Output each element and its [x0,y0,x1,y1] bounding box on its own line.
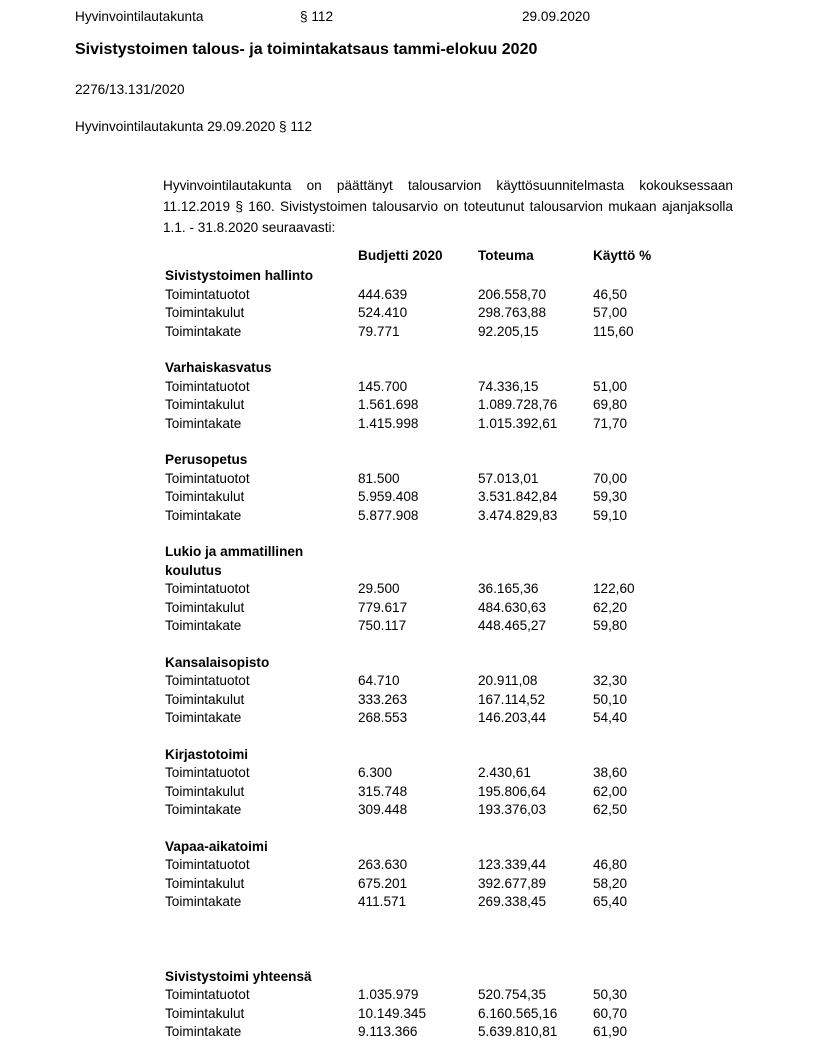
table-row [165,783,816,802]
row-label: Toimintakate [165,415,242,431]
usage-percent: 115,60 [593,323,634,339]
table-row [165,764,816,783]
table-section [165,654,816,728]
budget-value: 64.710 [358,673,400,688]
actual-value: 123.339,44 [478,857,547,872]
table-row [165,580,816,599]
budget-value: 1.035.979 [358,987,419,1002]
usage-percent: 46,80 [593,857,628,872]
table-header-row [165,247,816,266]
row-label: Toimintatuotot [165,581,250,596]
row-label: Toimintakulut [165,599,245,615]
row-label: Toimintatuotot [165,286,250,302]
table-row [165,672,816,691]
table-row [165,286,816,305]
document-header [75,0,816,27]
budget-value: 675.201 [358,875,408,891]
actual-value: 2.430,61 [478,765,531,780]
table-row [165,599,816,618]
section-header-row [165,968,816,987]
actual-value: 193.376,03 [478,802,547,817]
section-name: Kansalaisopisto [165,654,270,670]
section-header-row [165,543,816,580]
table-section [165,838,816,912]
section-name: Sivistystoimen hallinto [165,268,314,283]
actual-value: 298.763,88 [478,305,547,320]
budget-value: 315.748 [358,783,408,799]
table-row [165,801,816,820]
table-section [165,267,816,341]
actual-value: 448.465,27 [478,618,547,633]
row-label: Toimintakate [165,710,242,725]
row-label: Toimintatuotot [165,378,250,394]
budget-value: 10.149.345 [358,1005,427,1021]
usage-percent: 62,20 [593,599,628,615]
row-label: Toimintatuotot [165,857,250,872]
section-name: Sivistystoimi yhteensä [165,968,312,984]
actual-value: 5.639.810,81 [478,1024,558,1039]
budget-value: 779.617 [358,599,408,615]
budget-value: 309.448 [358,802,408,817]
section-name: Varhaiskasvatus [165,360,272,375]
actual-value: 92.205,15 [478,323,539,339]
column-header: Budjetti 2020 [358,247,443,263]
intro-paragraph: Hyvinvointilautakunta on päättänyt talousarvion käyttösuunnitelmasta kokouksessaan 11.12.2019 § 160. Sivistystoimen talousarvio on toteutunut talousarvion mukaan ajanjaksolla 1.1. - 31.8.2020 seuraavasti: [163,177,733,235]
usage-percent: 54,40 [593,710,628,725]
section-name: Perusopetus [165,452,248,467]
budget-value: 145.700 [358,378,408,394]
row-label: Toimintatuotot [165,673,250,688]
table-row [165,709,816,728]
table-section [165,746,816,820]
row-label: Toimintakulut [165,691,245,707]
row-label: Toimintakulut [165,305,245,320]
budget-value: 5.877.908 [358,507,419,523]
table-row [165,304,816,323]
row-label: Toimintakulut [165,875,245,891]
committee-name: Hyvinvointilautakunta [75,9,204,24]
actual-value: 3.531.842,84 [478,489,558,504]
row-label: Toimintakate [165,894,242,909]
row-label: Toimintakate [165,1024,242,1039]
actual-value: 520.754,35 [478,987,547,1002]
section-header-row [165,451,816,470]
usage-percent: 59,30 [593,489,628,504]
actual-value: 167.114,52 [478,691,546,707]
row-label: Toimintakulut [165,397,245,412]
section-header-row [165,267,816,286]
actual-value: 3.474.829,83 [478,507,558,523]
budget-value: 1.561.698 [358,397,419,412]
table-row [165,691,816,710]
table-row [165,1023,816,1042]
table-row [165,986,816,1005]
paragraph-number: § 112 [300,9,334,24]
usage-percent: 46,50 [593,286,628,302]
section-header-row [165,838,816,857]
usage-percent: 50,10 [593,691,628,707]
row-label: Toimintakate [165,507,242,523]
budget-value: 268.553 [358,710,408,725]
table-row [165,396,816,415]
usage-percent: 71,70 [593,415,628,431]
budget-value: 29.500 [358,581,400,596]
actual-value: 6.160.565,16 [478,1005,558,1021]
budget-value: 6.300 [358,765,393,780]
budget-value: 263.630 [358,857,408,872]
row-label: Toimintakulut [165,1005,245,1021]
table-section [165,359,816,433]
section-name: Lukio ja ammatillinen koulutus [165,544,304,578]
column-header: Käyttö % [593,247,652,263]
usage-percent: 65,40 [593,894,628,909]
usage-percent: 62,50 [593,802,628,817]
actual-value: 74.336,15 [478,378,539,394]
row-label: Toimintakulut [165,783,245,799]
table-row [165,470,816,489]
table-section [165,543,816,636]
table-row [165,415,816,434]
document-title: Sivistystoimen talous- ja toimintakatsaus tammi-elokuu 2020 [75,40,538,58]
usage-percent: 50,30 [593,987,628,1002]
actual-value: 1.089.728,76 [478,397,558,412]
table-section [165,968,816,1042]
row-label: Toimintatuotot [165,765,250,780]
meeting-date: 29.09.2020 [522,9,591,24]
usage-percent: 38,60 [593,765,628,780]
row-label: Toimintakate [165,618,242,633]
actual-value: 57.013,01 [478,470,539,486]
table-row [165,1005,816,1024]
usage-percent: 58,20 [593,875,628,891]
row-label: Toimintakate [165,802,242,817]
table-section [165,451,816,525]
row-label: Toimintakulut [165,489,245,504]
actual-value: 269.338,45 [478,894,547,909]
actual-value: 146.203,44 [478,710,547,725]
table-row [165,617,816,636]
case-number: 2276/13.131/2020 [75,81,185,97]
section-header-row [165,359,816,378]
table-row [165,507,816,526]
meeting-reference: Hyvinvointilautakunta 29.09.2020 § 112 [75,119,313,134]
usage-percent: 70,00 [593,470,628,486]
actual-value: 206.558,70 [478,286,547,302]
table-row [165,856,816,875]
usage-percent: 51,00 [593,378,628,394]
actual-value: 392.677,89 [478,875,547,891]
actual-value: 20.911,08 [478,673,538,688]
usage-percent: 69,80 [593,397,628,412]
usage-percent: 59,10 [593,507,628,523]
usage-percent: 62,00 [593,783,628,799]
usage-percent: 59,80 [593,618,628,633]
section-header-row [165,746,816,765]
row-label: Toimintatuotot [165,470,250,486]
section-name: Vapaa-aikatoimi [165,838,268,854]
budget-value: 750.117 [358,618,407,633]
budget-value: 9.113.366 [358,1024,418,1039]
budget-value: 79.771 [358,323,400,339]
budget-value: 333.263 [358,691,408,707]
table-row [165,488,816,507]
section-header-row [165,654,816,673]
table-row [165,378,816,397]
usage-percent: 61,90 [593,1024,628,1039]
actual-value: 484.630,63 [478,599,547,615]
usage-percent: 57,00 [593,305,628,320]
budget-value: 1.415.998 [358,415,419,431]
actual-value: 1.015.392,61 [478,415,558,431]
actual-value: 195.806,64 [478,783,547,799]
budget-value: 5.959.408 [358,489,419,504]
budget-value: 411.571 [358,894,407,909]
usage-percent: 32,30 [593,673,628,688]
budget-value: 444.639 [358,286,408,302]
actual-value: 36.165,36 [478,581,539,596]
budget-value: 81.500 [358,470,400,486]
table-row [165,875,816,894]
section-name: Kirjastotoimi [165,746,249,762]
row-label: Toimintatuotot [165,987,250,1002]
table-row [165,323,816,342]
budget-value: 524.410 [358,305,408,320]
usage-percent: 60,70 [593,1005,628,1021]
column-header: Toteuma [478,247,534,263]
finance-table [165,247,816,1042]
row-label: Toimintakate [165,323,242,339]
table-row [165,893,816,912]
usage-percent: 122,60 [593,581,635,596]
